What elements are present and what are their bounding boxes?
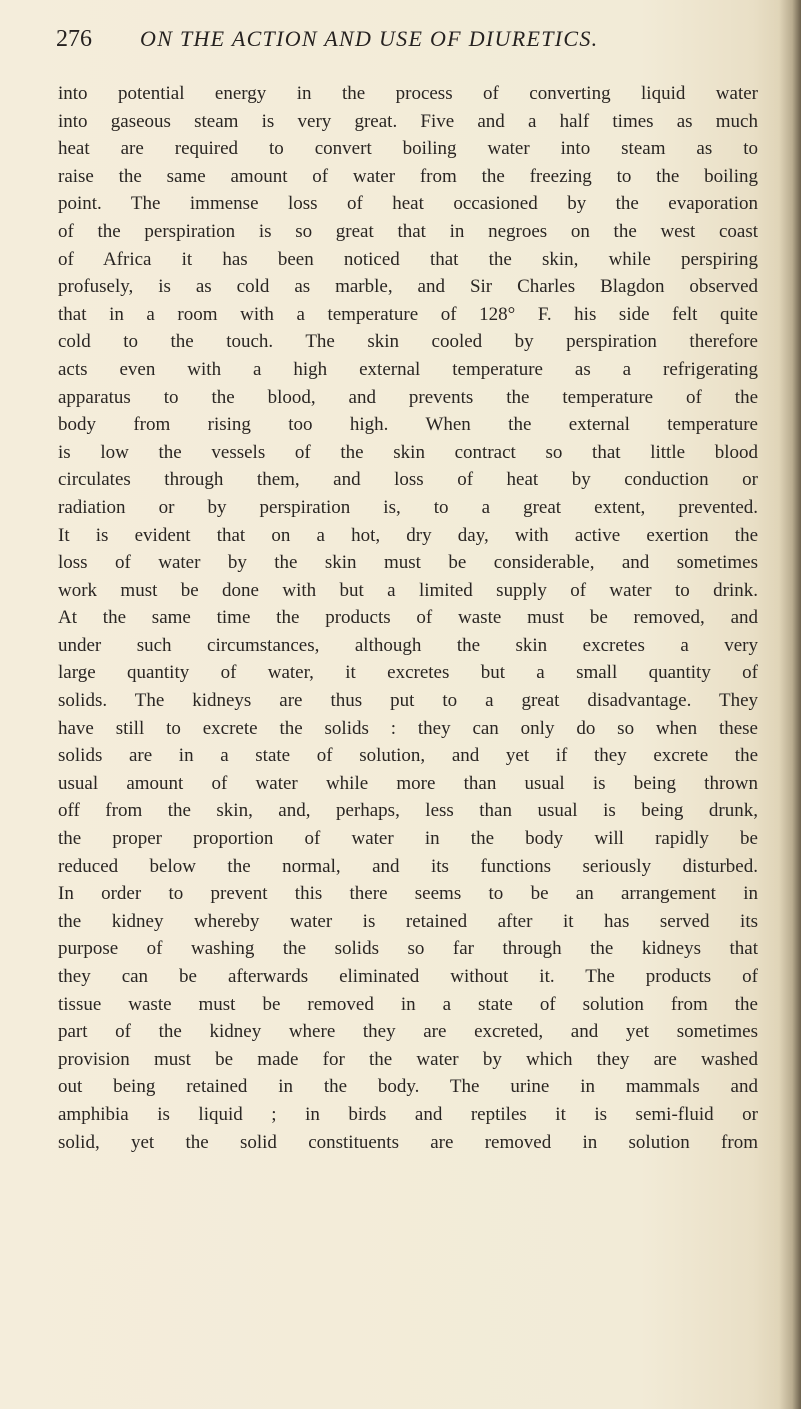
text-line: solids are in a state of solution, and yet if they excrete the xyxy=(58,745,758,767)
text-line: heat are required to convert boiling water into steam as to xyxy=(58,138,758,160)
text-line: provision must be made for the water by which they are washed xyxy=(58,1048,758,1070)
running-header xyxy=(56,22,756,56)
text-line: purpose of washing the solids so far through the kidneys that xyxy=(58,938,758,960)
text-line: large quantity of water, it excretes but a small quantity of xyxy=(58,662,758,684)
text-line: profusely, is as cold as marble, and Sir Charles Blagdon observed xyxy=(58,276,758,298)
text-line: of Africa it has been noticed that the skin, while perspiring xyxy=(58,248,758,270)
text-line: reduced below the normal, and its functions seriously disturbed. xyxy=(58,855,758,877)
text-line: raise the same amount of water from the freezing to the boiling xyxy=(58,165,758,187)
text-line: the kidney whereby water is retained after it has served its xyxy=(58,910,758,932)
text-line: body from rising too high. When the external temperature xyxy=(58,414,758,436)
text-line: is low the vessels of the skin contract so that little blood xyxy=(58,441,758,463)
text-line: circulates through them, and loss of heat by conduction or xyxy=(58,469,758,491)
text-line: work must be done with but a limited supply of water to drink. xyxy=(58,579,758,601)
text-line: under such circumstances, although the skin excretes a very xyxy=(58,634,758,656)
text-line: that in a room with a temperature of 128° F. his side felt quite xyxy=(58,303,758,325)
text-line: acts even with a high external temperature as a refrigerating xyxy=(58,358,758,380)
text-line: have still to excrete the solids : they can only do so when these xyxy=(58,717,758,739)
body-paragraph xyxy=(58,80,758,1156)
text-line: At the same time the products of waste must be removed, and xyxy=(58,607,758,629)
text-line: point. The immense loss of heat occasioned by the evaporation xyxy=(58,193,758,215)
text-line: solid, yet the solid constituents are removed in solution from xyxy=(58,1131,758,1153)
running-title: ON THE ACTION AND USE OF DIURETICS. xyxy=(140,26,599,51)
text-line: radiation or by perspiration is, to a great extent, prevented. xyxy=(58,496,758,518)
text-line: cold to the touch. The skin cooled by perspiration therefore xyxy=(58,331,758,353)
text-line: usual amount of water while more than usual is being thrown xyxy=(58,772,758,794)
page-number: 276 xyxy=(56,26,92,52)
text-line: out being retained in the body. The urine in mammals and xyxy=(58,1076,758,1098)
text-line: It is evident that on a hot, dry day, with active exertion the xyxy=(58,524,758,546)
text-line: solids. The kidneys are thus put to a great disadvantage. They xyxy=(58,690,758,712)
text-line: they can be afterwards eliminated without it. The products of xyxy=(58,966,758,987)
text-line: amphibia is liquid ; in birds and reptiles it is semi-fluid or xyxy=(58,1103,758,1125)
text-line: the proper proportion of water in the body will rapidly be xyxy=(58,828,758,850)
text-line: apparatus to the blood, and prevents the temperature of the xyxy=(58,386,758,408)
page-edge-shadow xyxy=(779,0,801,1409)
text-line: part of the kidney where they are excreted, and yet sometimes xyxy=(58,1021,758,1043)
text-line: loss of water by the skin must be considerable, and sometimes xyxy=(58,552,758,574)
text-line: off from the skin, and, perhaps, less than usual is being drunk, xyxy=(58,800,758,822)
text-line: into potential energy in the process of converting liquid water xyxy=(58,83,758,104)
text-line: of the perspiration is so great that in negroes on the west coast xyxy=(58,220,758,242)
text-line: into gaseous steam is very great. Five and a half times as much xyxy=(58,110,758,132)
text-line: In order to prevent this there seems to be an arrangement in xyxy=(58,883,758,905)
text-line: tissue waste must be removed in a state of solution from the xyxy=(58,993,758,1015)
